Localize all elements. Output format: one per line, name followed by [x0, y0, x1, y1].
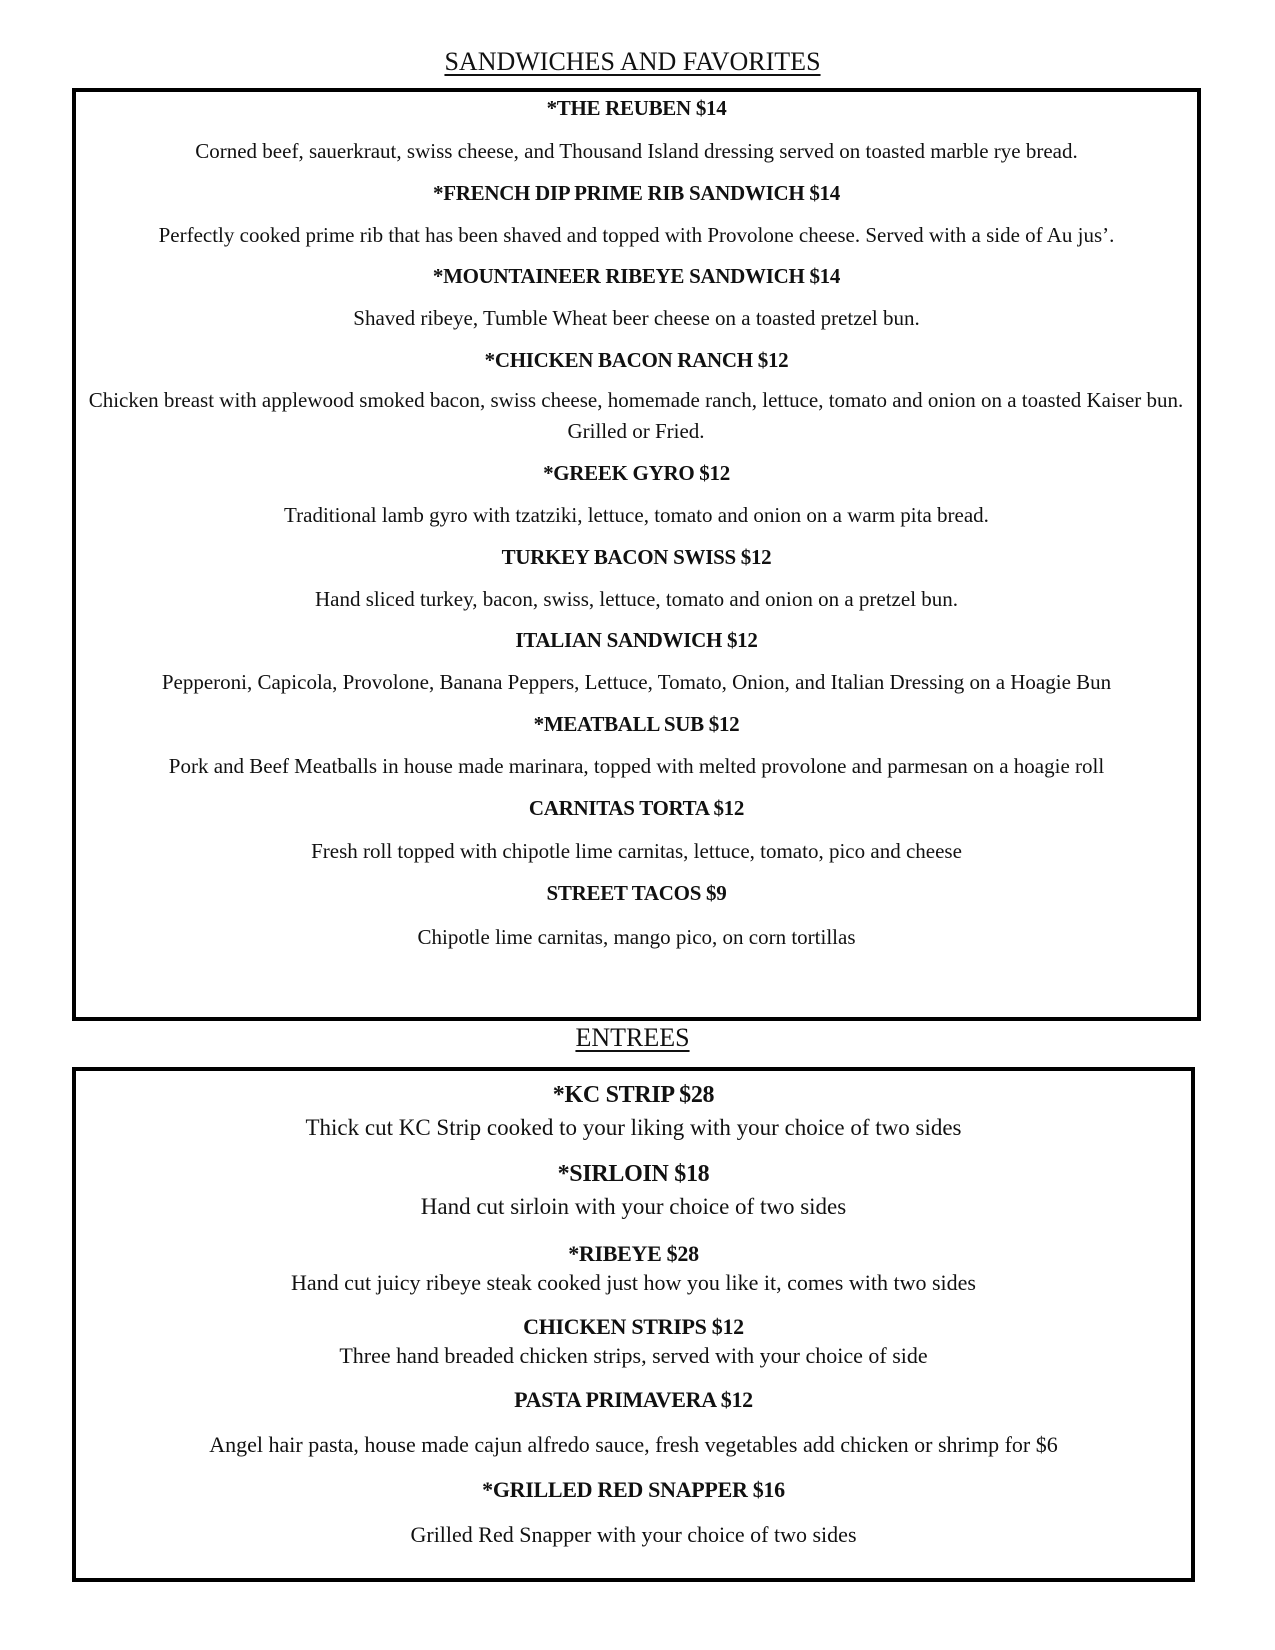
menu-item-description: Fresh roll topped with chipotle lime carnitas, lettuce, tomato, pico and cheese — [311, 839, 962, 863]
menu-item-name: *RIBEYE $28 — [568, 1241, 699, 1266]
menu-item-description: Three hand breaded chicken strips, served with your choice of side — [339, 1343, 928, 1368]
entrees-section-title: ENTREES — [575, 1023, 690, 1052]
menu-item-description: Chicken breast with applewood smoked bacon, swiss cheese, homemade ranch, lettuce, tomato and onion on a toasted Kaiser bun. Grilled or Fried. — [88, 388, 1184, 443]
menu-item-name: CARNITAS TORTA $12 — [528, 796, 745, 820]
menu-item-description: Perfectly cooked prime rib that has been shaved and topped with Provolone cheese. Served with a side of Au jus’. — [158, 223, 1115, 247]
menu-item-description: Hand sliced turkey, bacon, swiss, lettuce, tomato and onion on a pretzel bun. — [314, 587, 959, 611]
entrees-menu-box — [72, 1067, 1195, 1582]
menu-item-description: Grilled Red Snapper with your choice of two sides — [410, 1522, 857, 1547]
menu-item-description: Corned beef, sauerkraut, swiss cheese, and Thousand Island dressing served on toasted marble rye bread. — [195, 139, 1078, 163]
menu-item-name: PASTA PRIMAVERA $12 — [514, 1387, 753, 1412]
menu-item-name: *KC STRIP $28 — [552, 1082, 715, 1108]
menu-item-description: Hand cut juicy ribeye steak cooked just how you like it, comes with two sides — [291, 1270, 976, 1295]
menu-item-description: Angel hair pasta, house made cajun alfredo sauce, fresh vegetables add chicken or shrimp for $6 — [209, 1432, 1058, 1457]
menu-item-name: *CHICKEN BACON RANCH $12 — [484, 348, 789, 372]
menu-item-name: *GRILLED RED SNAPPER $16 — [482, 1477, 785, 1502]
menu-item-name: ITALIAN SANDWICH $12 — [515, 628, 758, 652]
menu-item-description: Pepperoni, Capicola, Provolone, Banana Peppers, Lettuce, Tomato, Onion, and Italian Dressing on a Hoagie Bun — [161, 670, 1112, 694]
menu-item-name: *MOUNTAINEER RIBEYE SANDWICH $14 — [432, 264, 841, 288]
menu-item-description: Pork and Beef Meatballs in house made marinara, topped with melted provolone and parmesan on a hoagie roll — [168, 754, 1105, 778]
sandwiches-section-title: SANDWICHES AND FAVORITES — [444, 47, 821, 76]
menu-item-description: Chipotle lime carnitas, mango pico, on corn tortillas — [417, 925, 856, 949]
menu-item-description: Hand cut sirloin with your choice of two sides — [420, 1194, 847, 1219]
sandwiches-menu-box — [72, 88, 1201, 1021]
menu-item-name: *MEATBALL SUB $12 — [533, 712, 740, 736]
menu-item-name: STREET TACOS $9 — [546, 881, 727, 905]
menu-item-name: TURKEY BACON SWISS $12 — [501, 545, 772, 569]
menu-item-description: Shaved ribeye, Tumble Wheat beer cheese on a toasted pretzel bun. — [353, 306, 920, 330]
menu-item-name: CHICKEN STRIPS $12 — [523, 1314, 744, 1339]
menu-item-name: *FRENCH DIP PRIME RIB SANDWICH $14 — [433, 181, 840, 205]
menu-item-description: Traditional lamb gyro with tzatziki, lettuce, tomato and onion on a warm pita bread. — [284, 503, 989, 527]
menu-item-name: *THE REUBEN $14 — [546, 96, 727, 120]
menu-item-description: Thick cut KC Strip cooked to your liking with your choice of two sides — [305, 1115, 962, 1140]
menu-item-name: *SIRLOIN $18 — [557, 1161, 710, 1187]
menu-item-name: *GREEK GYRO $12 — [543, 461, 730, 485]
